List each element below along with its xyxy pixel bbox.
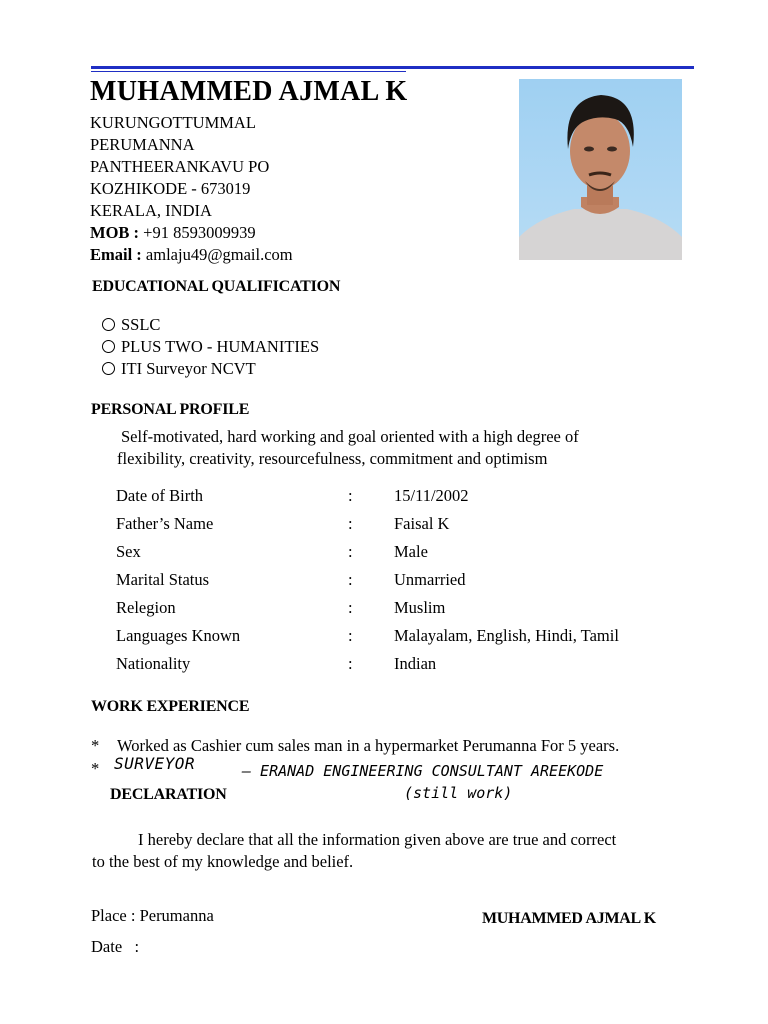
mobile-label: MOB : [90, 223, 140, 242]
address-line: KOZHIKODE - 673019 [90, 179, 251, 198]
education-item-text: ITI Surveyor NCVT [121, 359, 256, 378]
work-company: – ERANAD ENGINEERING CONSULTANT AREEKODE [242, 762, 604, 780]
declaration-text: I hereby declare that all the information given above are true and correct [138, 830, 617, 849]
education-item-text: PLUS TWO - HUMANITIES [121, 337, 320, 356]
declaration-heading: DECLARATION [110, 786, 227, 803]
circle-bullet-icon [102, 362, 115, 375]
profile-row-value: Malayalam, English, Hindi, Tamil [394, 626, 619, 645]
mobile-number: +91 8593009939 [143, 223, 256, 242]
profile-row-separator: : [348, 570, 353, 589]
address-line: PERUMANNA [90, 135, 195, 154]
profile-summary-line: flexibility, creativity, resourcefulness, commitment and optimism [117, 449, 548, 468]
education-item [102, 337, 319, 357]
profile-summary-line: Self-motivated, hard working and goal oriented with a high degree of [121, 427, 579, 446]
education-item [102, 315, 160, 335]
profile-row-separator: : [348, 514, 353, 533]
place-line: Place : Perumanna [91, 906, 214, 925]
email-address: amlaju49@gmail.com [145, 245, 293, 264]
profile-heading: PERSONAL PROFILE [91, 401, 250, 418]
profile-row-label: Date of Birth [116, 486, 204, 505]
work-status: (still work) [404, 784, 513, 802]
profile-row-label: Nationality [116, 654, 191, 673]
profile-row-label: Sex [116, 542, 141, 561]
profile-photo [519, 79, 682, 260]
education-item [102, 359, 256, 379]
person-portrait-icon [519, 79, 682, 260]
work-item: Worked as Cashier cum sales man in a hypermarket Perumanna For 5 years. [117, 736, 620, 755]
profile-row-label: Relegion [116, 598, 176, 617]
profile-row-value: 15/11/2002 [394, 486, 469, 505]
profile-row-value: Muslim [394, 598, 446, 617]
education-item-text: SSLC [121, 315, 161, 334]
candidate-name: MUHAMMED AJMAL K [90, 76, 408, 107]
email-line [90, 244, 293, 266]
profile-row-separator: : [348, 486, 353, 505]
profile-row-label: Languages Known [116, 626, 241, 645]
profile-row-separator: : [348, 598, 353, 617]
profile-row-value: Indian [394, 654, 437, 673]
circle-bullet-icon [102, 340, 115, 353]
work-heading: WORK EXPERIENCE [91, 698, 250, 715]
profile-row-separator: : [348, 654, 353, 673]
profile-row-label: Father’s Name [116, 514, 214, 533]
work-bullet: * [91, 736, 100, 755]
signature-name: MUHAMMED AJMAL K [482, 910, 656, 927]
address-line: KURUNGOTTUMMAL [90, 113, 256, 132]
mobile-line [90, 222, 256, 244]
email-label: Email : [90, 245, 142, 264]
declaration-text: to the best of my knowledge and belief. [92, 852, 354, 871]
date-line: Date : [91, 937, 140, 956]
profile-row-label: Marital Status [116, 570, 210, 589]
work-role: SURVEYOR [114, 754, 196, 773]
profile-row-separator: : [348, 626, 353, 645]
header-rule-thin [91, 71, 406, 72]
profile-row-separator: : [348, 542, 353, 561]
address-line: KERALA, INDIA [90, 201, 212, 220]
header-rule [91, 66, 694, 69]
profile-row-value: Faisal K [394, 514, 450, 533]
profile-row-value: Unmarried [394, 570, 466, 589]
education-heading: EDUCATIONAL QUALIFICATION [92, 278, 341, 295]
work-bullet: * [91, 759, 100, 778]
circle-bullet-icon [102, 318, 115, 331]
profile-row-value: Male [394, 542, 428, 561]
address-line: PANTHEERANKAVU PO [90, 157, 270, 176]
